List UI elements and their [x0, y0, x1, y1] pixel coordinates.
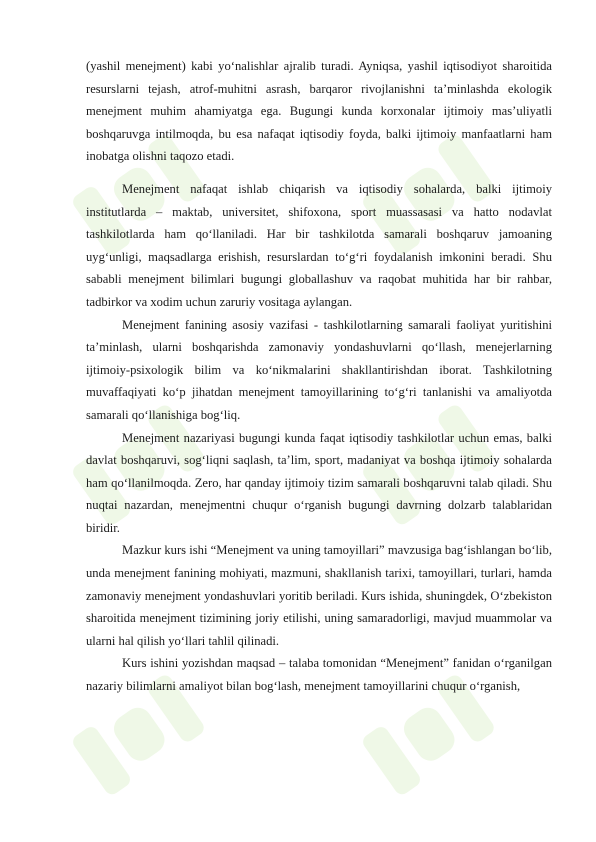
paragraph-4: Menejment nazariyasi bugungi kunda faqat iqtisodiy tashkilotlar uchun emas, balki davlat boshqaruvi, sog‘liqni saqlash, ta’lim, sport, madaniyat va boshqa ijtimoiy sohalarda ham qo‘llanilmoqda. Zero, har qanday ijtimoiy tizim samarali boshqaruvni talab qiladi. Shu nuqtai nazardan, menejmentni chuqur o‘rganish bugungi davrning dolzarb talablaridan biridir.: [86, 430, 552, 535]
paragraph-5: Mazkur kurs ishi “Menejment va uning tamoyillari” mavzusiga bag‘ishlangan bo‘lib, unda menejment fanining mohiyati, mazmuni, shakllanish tarixi, tamoyillari, turlari, hamda zamonaviy menejment yondashuvlari yoritib beriladi. Kurs ishida, shuningdek, O‘zbekiston sharoitida menejment tizimining joriy etilishi, uning samaradorligi, mavjud muammolar va ularni hal qilish yo‘llari tahlil qilinadi.: [86, 543, 552, 648]
paragraph-3: Menejment fanining asosiy vazifasi - tashkilotlarning samarali faoliyat yuritishini ta’minlash, ularni boshqarishda zamonaviy yondashuvlarni qo‘llash, menejerlarning ijtimoiy-psixologik bilim va ko‘nikmalarini shakllantirishdan iborat. Tashkilotning muvaffaqiyati ko‘p jihatdan menejment tamoyillarining to‘g‘ri tanlanishi va amaliyotda samarali qo‘llanishiga bog‘liq.: [86, 317, 552, 422]
paragraph-1: (yashil menejment) kabi yo‘nalishlar ajralib turadi. Ayniqsa, yashil iqtisodiyot sharoitida resurslarni tejash, atrof-muhitni asrash, barqaror rivojlanishni ta’minlashda ekologik menejment muhim ahamiyatga ega. Bugungi kunda korxonalar ijtimoiy mas’uliyatli boshqaruvga intilmoqda, bu esa nafaqat iqtisodiy foyda, balki ijtimoiy manfaatlarni ham inobatga olishni taqozo etadi.: [86, 59, 552, 164]
paragraph-2: Menejment nafaqat ishlab chiqarish va iqtisodiy sohalarda, balki ijtimoiy institutlarda – maktab, universitet, shifoxona, sport muassasasi va hatto nodavlat tashkilotlarda ham qo‘llaniladi. Har bir tashkilotda samarali boshqaruv jamoaning uyg‘unligi, maqsadlarga erishish, resurslardan to‘g‘ri foydalanish imkonini beradi. Shu sababli menejment bilimlari bugungi globallashuv va raqobat muhitida har bir rahbar, tadbirkor va xodim uchun zaruriy vositaga aylangan.: [86, 181, 552, 309]
paragraph-6: Kurs ishini yozishdan maqsad – talaba tomonidan “Menejment” fanidan o‘rganilgan nazariy bilimlarni amaliyot bilan bog‘lash, menejment tamoyillarini chuqur o‘rganish,: [86, 656, 552, 694]
document-body: [86, 55, 552, 698]
